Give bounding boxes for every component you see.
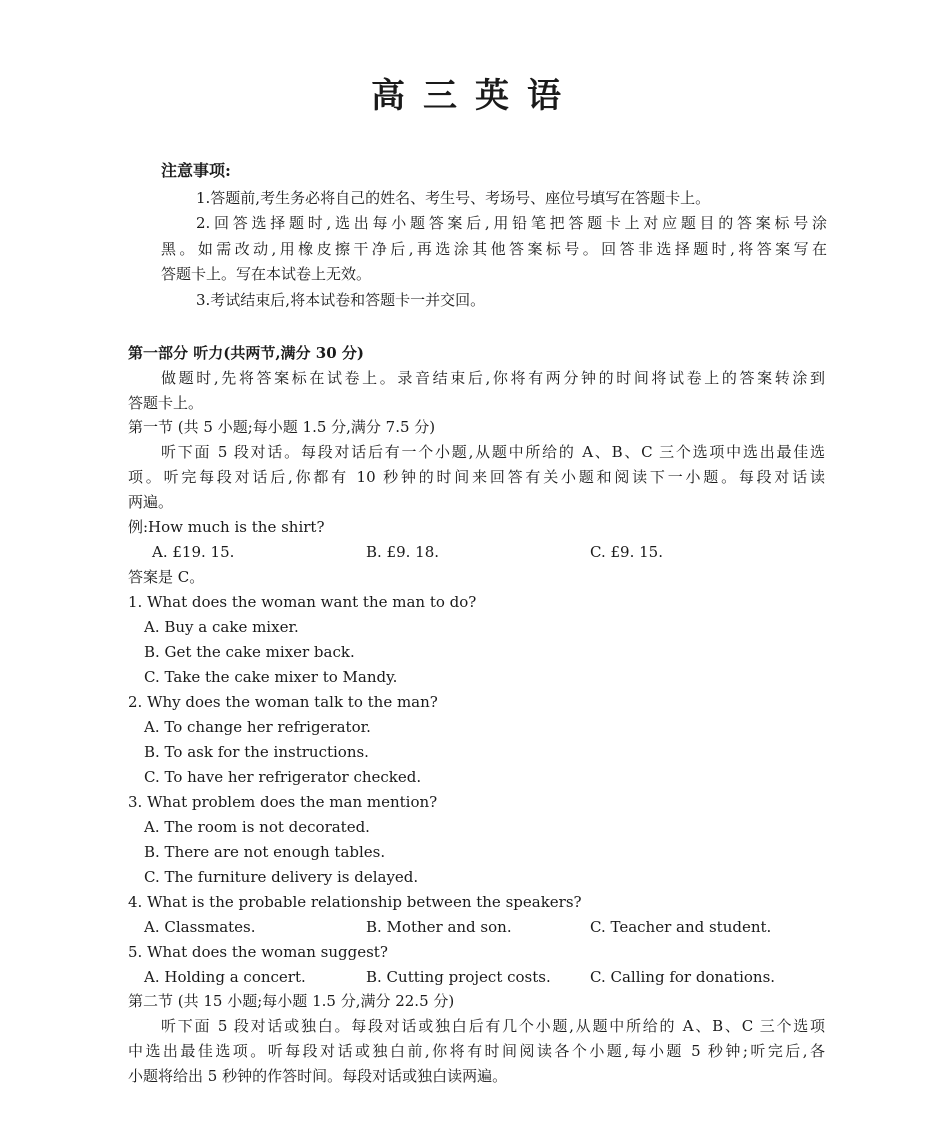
- question-2-option-b: B. To ask for the instructions.: [144, 743, 369, 761]
- section2-instructions-line-2: 中选出最佳选项。听每段对话或独白前,你将有时间阅读各个小题,每小题 5 秒钟;听完后,各: [128, 1042, 825, 1060]
- example-option-a: A. £19. 15.: [152, 543, 235, 561]
- question-3-option-a: A. The room is not decorated.: [144, 818, 370, 836]
- section2-instructions-line-1: 听下面 5 段对话或独白。每段对话或独白后有几个小题,从题中所给的 A、B、C 三个选项: [161, 1017, 825, 1035]
- question-1-option-a: A. Buy a cake mixer.: [144, 618, 299, 636]
- question-2-option-c: C. To have her refrigerator checked.: [144, 768, 422, 786]
- notice-item-2-line-1: 2.回答选择题时,选出每小题答案后,用铅笔把答题卡上对应题目的答案标号涂: [196, 214, 827, 232]
- question-1: 1. What does the woman want the man to do?: [128, 593, 477, 611]
- question-4-option-c: C. Teacher and student.: [590, 918, 772, 936]
- question-2: 2. Why does the woman talk to the man?: [128, 693, 438, 711]
- example-question: 例:How much is the shirt?: [128, 518, 325, 536]
- question-4-option-a: A. Classmates.: [144, 918, 256, 936]
- question-3: 3. What problem does the man mention?: [128, 793, 438, 811]
- question-5-option-c: C. Calling for donations.: [590, 968, 776, 986]
- example-option-c: C. £9. 15.: [590, 543, 663, 561]
- part1-heading: 第一部分 听力(共两节,满分 30 分): [128, 344, 364, 362]
- question-2-option-a: A. To change her refrigerator.: [144, 718, 371, 736]
- page-title: 高三英语: [371, 76, 579, 116]
- question-4-option-b: B. Mother and son.: [366, 918, 512, 936]
- notice-item-2-line-2: 黑。如需改动,用橡皮擦干净后,再选涂其他答案标号。回答非选择题时,将答案写在: [161, 240, 827, 258]
- question-3-option-c: C. The furniture delivery is delayed.: [144, 868, 419, 886]
- question-1-option-c: C. Take the cake mixer to Mandy.: [144, 668, 398, 686]
- example-option-b: B. £9. 18.: [366, 543, 440, 561]
- question-5-option-b: B. Cutting project costs.: [366, 968, 551, 986]
- notice-item-1: 1.答题前,考生务必将自己的姓名、考生号、考场号、座位号填写在答题卡上。: [196, 189, 711, 207]
- section1-instructions-line-1: 听下面 5 段对话。每段对话后有一个小题,从题中所给的 A、B、C 三个选项中选出最佳选: [161, 443, 825, 461]
- section2-instructions-line-3: 小题将给出 5 秒钟的作答时间。每段对话或独白读两遍。: [128, 1067, 508, 1085]
- question-1-option-b: B. Get the cake mixer back.: [144, 643, 355, 661]
- section1-instructions-line-3: 两遍。: [128, 493, 174, 511]
- part1-intro-line-1: 做题时,先将答案标在试卷上。录音结束后,你将有两分钟的时间将试卷上的答案转涂到: [161, 369, 825, 387]
- notice-item-3: 3.考试结束后,将本试卷和答题卡一并交回。: [196, 291, 486, 309]
- section1-instructions-line-2: 项。听完每段对话后,你都有 10 秒钟的时间来回答有关小题和阅读下一小题。每段对话读: [128, 468, 825, 486]
- section1-heading: 第一节 (共 5 小题;每小题 1.5 分,满分 7.5 分): [128, 418, 436, 436]
- part1-intro-line-2: 答题卡上。: [128, 394, 204, 412]
- question-5: 5. What does the woman suggest?: [128, 943, 388, 961]
- question-4: 4. What is the probable relationship between the speakers?: [128, 893, 582, 911]
- section2-heading: 第二节 (共 15 小题;每小题 1.5 分,满分 22.5 分): [128, 992, 455, 1010]
- question-5-option-a: A. Holding a concert.: [144, 968, 306, 986]
- notice-item-2-line-3: 答题卡上。写在本试卷上无效。: [161, 265, 372, 283]
- example-answer: 答案是 C。: [128, 568, 205, 586]
- notice-heading: 注意事项:: [161, 161, 231, 180]
- question-3-option-b: B. There are not enough tables.: [144, 843, 386, 861]
